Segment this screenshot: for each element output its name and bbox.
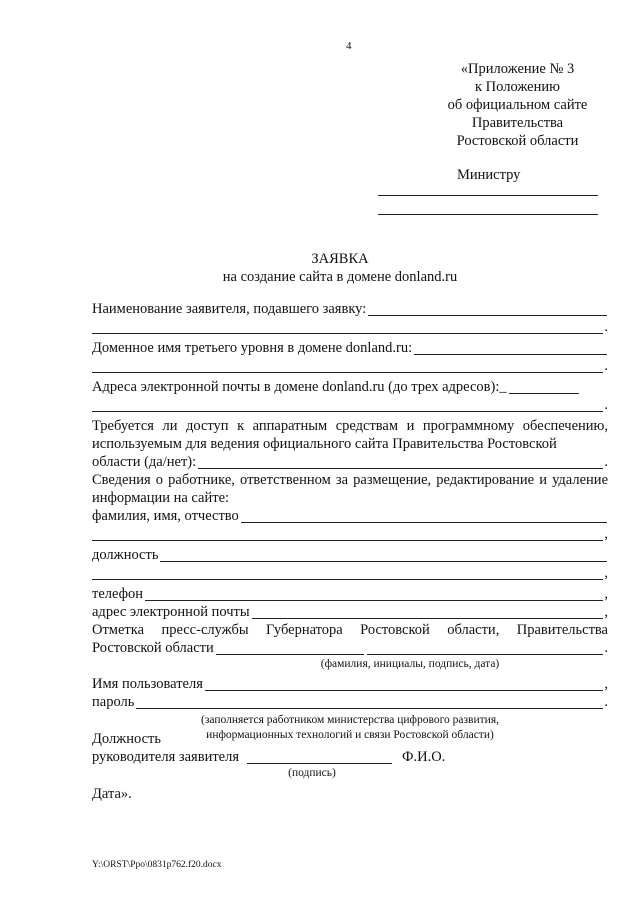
- document-title: [0, 250, 640, 286]
- ministry-note-1: (заполняется работником министерства цифрового развития,: [201, 714, 499, 726]
- appendix-line: к Положению: [475, 79, 560, 95]
- domain-name-label: Доменное имя третьего уровня в домене donland.ru:: [92, 340, 413, 356]
- press-mark-field-1[interactable]: [216, 641, 364, 655]
- email-addresses-row: [92, 378, 608, 396]
- domain-name-row-2: [92, 357, 608, 375]
- comma: ,: [604, 526, 608, 542]
- employee-info-label: Сведения о работнике, ответственном за размещение, редактирование и удаление информации на сайте:: [92, 472, 608, 506]
- period: .: [604, 454, 608, 470]
- phone-label: телефон: [92, 586, 144, 602]
- domain-name-row: [92, 339, 608, 357]
- appendix-block: [430, 60, 605, 150]
- position-label: должность: [92, 547, 159, 563]
- applicant-name-field-2[interactable]: [92, 320, 603, 334]
- signature-field[interactable]: [247, 750, 392, 764]
- comma: ,: [604, 565, 608, 581]
- domain-name-field[interactable]: [414, 341, 607, 355]
- comma: ,: [604, 604, 608, 620]
- access-question-row: [92, 453, 608, 471]
- applicant-name-row-2: [92, 318, 608, 336]
- phone-row: [92, 585, 608, 603]
- password-field[interactable]: [136, 695, 603, 709]
- email-row: [92, 603, 608, 621]
- domain-name-field-2[interactable]: [92, 359, 603, 373]
- full-name-label: фамилия, имя, отчество: [92, 508, 239, 524]
- applicant-name-label: Наименование заявителя, подавшего заявку:: [92, 301, 367, 317]
- appendix-line: об официальном сайте: [447, 97, 588, 113]
- addressee-line-2: [378, 214, 598, 215]
- email-addresses-field[interactable]: [509, 380, 579, 394]
- comma: ,: [604, 676, 608, 692]
- signature-row: [92, 748, 472, 766]
- position-field-2[interactable]: [92, 566, 603, 580]
- username-row: [92, 675, 608, 693]
- press-mark-row: [92, 639, 608, 657]
- position-field[interactable]: [160, 548, 607, 562]
- position-row: [92, 546, 608, 564]
- full-name-field[interactable]: [241, 509, 607, 523]
- signature-position-line1: Должность: [92, 731, 161, 747]
- ministry-note-2: информационных технологий и связи Ростовской области): [206, 729, 494, 741]
- press-mark-tail: Ростовской области: [92, 640, 214, 656]
- period: .: [604, 358, 608, 374]
- signature-note: (подпись): [288, 767, 336, 779]
- password-row: [92, 693, 608, 711]
- page-number: 4: [346, 40, 352, 52]
- phone-field[interactable]: [145, 587, 603, 601]
- access-question-tail: области (да/нет):: [92, 454, 197, 470]
- footer-file-path: Y:\ORST\Ppo\0831p762.f20.docx: [92, 860, 222, 870]
- access-question: Требуется ли доступ к аппаратным средствам и программному обеспечению, используемым для ведения официального сайта Правительства Ростовской: [92, 418, 608, 452]
- period: .: [604, 640, 608, 656]
- signature-position-line2: руководителя заявителя: [92, 749, 240, 765]
- username-label: Имя пользователя: [92, 676, 203, 692]
- applicant-name-field[interactable]: [368, 302, 607, 316]
- comma: ,: [604, 586, 608, 602]
- signature-fio: Ф.И.О.: [402, 749, 446, 765]
- full-name-row-2: [92, 525, 608, 543]
- addressee-line-1: [378, 195, 598, 196]
- period: .: [604, 319, 608, 335]
- email-field[interactable]: [252, 605, 604, 619]
- press-mark-label: Отметка пресс-службы Губернатора Ростовской области, Правительства: [92, 622, 608, 638]
- full-name-row: [92, 507, 608, 525]
- addressee-label: Министру: [457, 167, 521, 183]
- password-label: пароль: [92, 694, 135, 710]
- email-label: адрес электронной почты: [92, 604, 250, 620]
- title-subtitle: на создание сайта в домене donland.ru: [222, 269, 458, 285]
- appendix-line: Ростовской области: [456, 133, 579, 149]
- application-form: [92, 300, 608, 743]
- period: .: [604, 397, 608, 413]
- press-mark-note: (фамилия, инициалы, подпись, дата): [320, 658, 500, 670]
- username-field[interactable]: [205, 677, 603, 691]
- position-row-2: [92, 564, 608, 582]
- email-addresses-field-2[interactable]: [92, 398, 603, 412]
- press-mark-field-2[interactable]: [367, 641, 604, 655]
- email-addresses-label: Адреса электронной почты в домене donland.ru (до трех адресов):_: [92, 379, 507, 395]
- title-heading: ЗАЯВКА: [311, 251, 369, 267]
- period: .: [604, 694, 608, 710]
- applicant-name-row: [92, 300, 608, 318]
- signature-block: [92, 730, 472, 803]
- email-addresses-row-2: [92, 396, 608, 414]
- access-answer-field[interactable]: [198, 455, 603, 469]
- full-name-field-2[interactable]: [92, 527, 603, 541]
- appendix-line: «Приложение № 3: [460, 61, 575, 77]
- appendix-line: Правительства: [471, 115, 564, 131]
- signature-date: Дата».: [92, 786, 132, 802]
